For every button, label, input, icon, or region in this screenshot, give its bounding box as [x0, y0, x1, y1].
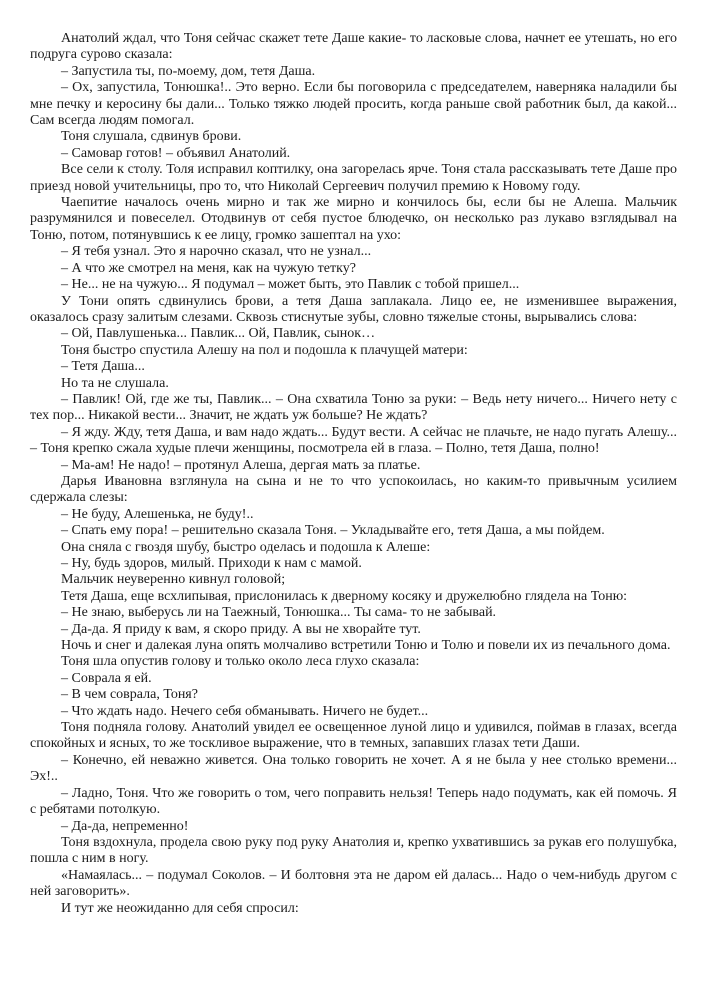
paragraph: – А что же смотрел на меня, как на чужую тетку? — [61, 260, 356, 276]
paragraph: Все сели к столу. Толя исправил коптилку, она загорелась ярче. Тоня стала рассказывать тете Даше про приезд новой учительницы, про то, что Николай Сергеевич получил премию к Новому году. — [30, 162, 677, 194]
paragraph: – Да-да. Я приду к вам, я скоро приду. А вы не хворайте тут. — [61, 621, 421, 637]
paragraph: И тут же неожиданно для себя спросил: — [61, 900, 299, 916]
paragraph: Тетя Даша, еще всхлипывая, прислонилась к дверному косяку и дружелюбно глядела на Тоню: — [61, 588, 628, 604]
paragraph: – Самовар готов! – объявил Анатолий. — [61, 145, 291, 161]
paragraph: – Павлик! Ой, где же ты, Павлик... – Она схватила Тоню за руки: – Ведь нету ничего... Ничего нету с тех пор... Никакой вести... Значит, не ждать уж больше? Не ждать? — [30, 391, 677, 424]
paragraph: Чаепитие началось очень мирно и так же мирно и кончилось бы, если бы не Алеша. Мальчик разрумянился и повеселел. Отодвинув от себя пустое блюдечко, он несколько раз лукаво взглядывал на Тоню, потом, потянувшись к ее лицу, громко зашептал на ухо: — [30, 195, 677, 243]
paragraph: У Тони опять сдвинулись брови, а тетя Даша заплакала. Лицо ее, не изменившее выражения, оказалось сразу залитым слезами. Сквозь стиснутые зубы, словно тяжелые стоны, вырывались слова: — [30, 293, 677, 325]
paragraph: – Ма-ам! Не надо! – протянул Алеша, дергая мать за платье. — [61, 457, 421, 473]
paragraph: – В чем соврала, Тоня? — [61, 687, 198, 703]
paragraph: Но та не слушала. — [61, 375, 169, 391]
paragraph: – Спать ему пора! – решительно сказала Тоня. – Укладывайте его, тетя Даша, а мы пойдем. — [61, 523, 605, 539]
paragraph: – Не буду, Алешенька, не буду!.. — [61, 506, 254, 522]
paragraph: – Ой, Павлушенька... Павлик... Ой, Павлик, сынок… — [61, 326, 376, 342]
paragraph: – Соврала я ей. — [61, 670, 152, 686]
paragraph: – Не знаю, выберусь ли на Таежный, Тонюшка... Ты сама- то не забывай. — [61, 605, 497, 621]
paragraph: – Я тебя узнал. Это я нарочно сказал, что не узнал... — [61, 244, 372, 260]
paragraph: «Намаялась... – подумал Соколов. – И болтовня эта не даром ей далась... Надо о чем-нибудь другом с ней заговорить». — [30, 867, 677, 900]
paragraph: – Что ждать надо. Нечего себя обманывать. Ничего не будет... — [61, 703, 429, 719]
paragraph: – Ну, будь здоров, милый. Приходи к нам с мамой. — [61, 556, 362, 571]
paragraph: – Ох, запустила, Тонюшка!.. Это верно. Если бы поговорила с председателем, наверняка наладили бы мне печку и керосину бы дали... Только тяжко людей просить, когда раньше свой работник был, да какой... Сам всегда людям помогал. — [30, 80, 677, 129]
paragraph: – Я жду. Жду, тетя Даша, и вам надо ждать... Будут вести. А сейчас не плачьте, не надо пугать Алешу... – Тоня крепко сжала худые плечи женщины, посмотрела ей в глаза. – Полно, тетя Даша, полно! — [30, 424, 677, 457]
paragraph: Тоня быстро спустила Алешу на пол и подошла к плачущей матери: — [61, 342, 468, 358]
paragraph: – Конечно, ей неважно живется. Она только говорить не хочет. А я не была у нее столько времени... Эх!.. — [30, 752, 677, 785]
paragraph: Тоня подняла голову. Анатолий увидел ее освещенное луной лицо и удивился, поймав в глазах, всегда спокойных и ясных, то же тоскливое выражение, что в темных, запавших глазах тети Даши. — [30, 720, 677, 752]
paragraph: Тоня вздохнула, продела свою руку под руку Анатолия и, крепко ухватившись за рукав его полушубка, пошла с ним в ногу. — [30, 834, 677, 867]
paragraph: Тоня шла опустив голову и только около леса глухо сказала: — [61, 654, 420, 670]
paragraph: – Не... не на чужую... Я подумал – может быть, это Павлик с тобой пришел... — [61, 277, 520, 293]
paragraph: Ночь и снег и далекая луна опять молчаливо встретили Тоню и Толю и повели их из печального дома. — [61, 638, 671, 654]
paragraph: – Да-да, непременно! — [61, 818, 189, 834]
paragraph: Анатолий ждал, что Тоня сейчас скажет тете Даше какие- то ласковые слова, начнет ее утешать, но его подруга сурово сказала: — [30, 31, 677, 63]
paragraph: – Тетя Даша... — [61, 359, 145, 375]
paragraph: Дарья Ивановна взглянула на сына и не то что успокоилась, но каким-то привычным усилием сдержала слезы: — [30, 473, 677, 506]
paragraph: Она сняла с гвоздя шубу, быстро оделась и подошла к Алеше: — [61, 539, 431, 555]
page-text — [30, 31, 677, 917]
paragraph: – Запустила ты, по-моему, дом, тетя Даша. — [61, 63, 316, 79]
paragraph: Тоня слушала, сдвинув брови. — [61, 129, 242, 145]
paragraph: – Ладно, Тоня. Что же говорить о том, чего поправить нельзя! Теперь надо подумать, как ей помочь. Я с ребятами потолкую. — [30, 785, 677, 818]
paragraph: Мальчик неуверенно кивнул головой; — [61, 572, 286, 588]
